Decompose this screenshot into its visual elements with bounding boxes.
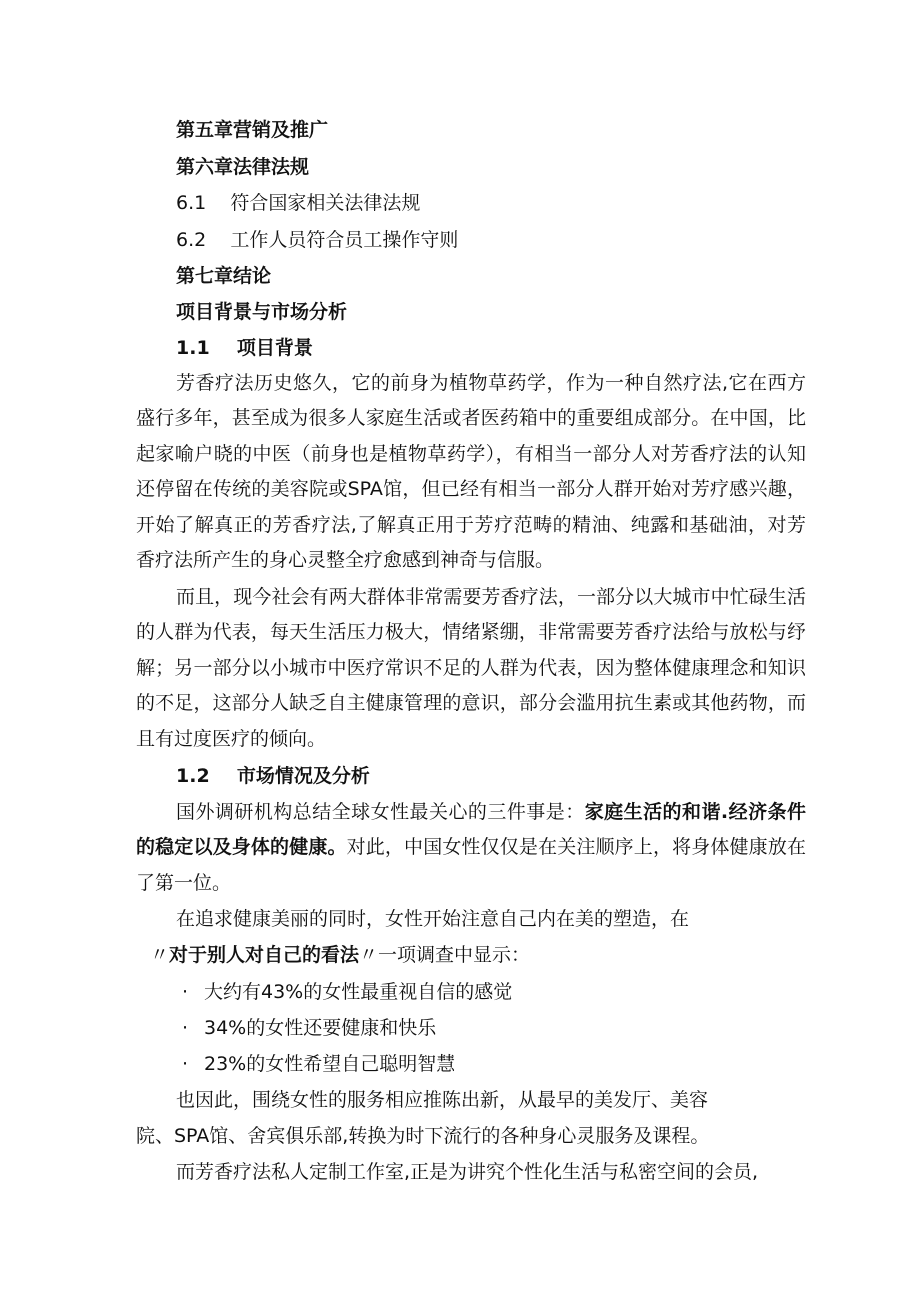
survey-intro-line: 在追求健康美丽的同时，女性开始注意自己内在美的塑造，在: [176, 908, 690, 930]
heading-1-2: [176, 762, 370, 790]
heading-1-1-number: 1.1: [176, 337, 210, 359]
list-item-text: 23%的女性希望自己聪明智慧: [204, 1053, 456, 1075]
services-line-1: 也因此，围绕女性的服务相应推陈出新，从最早的美发厅、美容: [176, 1089, 709, 1111]
quote-close: 〃: [359, 944, 379, 966]
paragraph-background: 芳香疗法历史悠久，它的前身为植物草药学，作为一种自然疗法,它在西方盛行多年，甚至成为很多人家庭生活或者医药箱中的重要组成部分。在中国，比起家喻户晓的中医（前身也是植物草药学），有相当一部分人对芳香疗法的认知还停留在传统的美容院或SPA馆，但已经有相当一部分人群开始对芳疗感兴趣，开始了解真正的芳香疗法,了解真正用于芳疗范畴的精油、纯露和基础油，对芳香疗法所产生的身心灵整全疗愈感到神奇与信服。: [136, 372, 806, 572]
toc-section-6-1-title: 符合国家相关法律法规: [230, 192, 421, 214]
toc-chapter-6: 第六章法律法规: [176, 156, 310, 178]
studio-line: 而芳香疗法私人定制工作室,正是为讲究个性化生活与私密空间的会员,: [176, 1161, 759, 1183]
market-conclusion: 对此，中国女性仅仅是在关注顺序上，将身体健康放在了第一位。: [136, 836, 806, 894]
quote-open: 〃: [150, 944, 170, 966]
heading-1-1: [176, 334, 313, 362]
toc-section-6-1-number: 6.1: [176, 192, 207, 214]
section-title: 项目背景与市场分析: [176, 301, 348, 323]
list-item: [182, 1014, 436, 1042]
market-key-points: 家庭生活的和谐.经济条件的稳定以及身体的健康。: [136, 801, 806, 859]
heading-1-2-title: 市场情况及分析: [236, 765, 370, 787]
market-intro: 国外调研机构总结全球女性最关心的三件事是：: [176, 801, 585, 823]
list-item: [182, 1050, 455, 1078]
toc-section-6-2: [176, 226, 458, 254]
toc-chapter-7: 第七章结论: [176, 265, 272, 287]
services-line-2: 院、SPA馆、舍宾俱乐部,转换为时下流行的各种身心灵服务及课程。: [136, 1125, 710, 1147]
toc-section-6-1: [176, 189, 420, 217]
bullet-marker: ·: [182, 981, 189, 1003]
paragraph-groups: 而且，现今社会有两大群体非常需要芳香疗法，一部分以大城市中忙碌生活的人群为代表，每天生活压力极大，情绪紧绷，非常需要芳香疗法给与放松与纾解；另一部分以小城市中医疗常识不足的人群为代表，因为整体健康理念和知识的不足，这部分人缺乏自主健康管理的意识，部分会滥用抗生素或其他药物，而且有过度医疗的倾向。: [136, 586, 806, 750]
survey-tail: 一项调查中显示：: [378, 944, 531, 966]
list-item: [182, 978, 512, 1006]
heading-1-2-number: 1.2: [176, 765, 210, 787]
toc-chapter-5: 第五章营销及推广: [176, 119, 329, 141]
survey-title: 对于别人对自己的看法: [169, 944, 360, 966]
list-item-text: 34%的女性还要健康和快乐: [204, 1017, 437, 1039]
paragraph-market: [136, 795, 806, 901]
bullet-marker: ·: [182, 1017, 189, 1039]
bullet-marker: ·: [182, 1053, 189, 1075]
list-item-text: 大约有43%的女性最重视自信的感觉: [204, 981, 513, 1003]
heading-1-1-title: 项目背景: [236, 337, 313, 359]
toc-section-6-2-number: 6.2: [176, 229, 207, 251]
toc-section-6-2-title: 工作人员符合员工操作守则: [230, 229, 459, 251]
survey-title-line: [150, 941, 530, 969]
